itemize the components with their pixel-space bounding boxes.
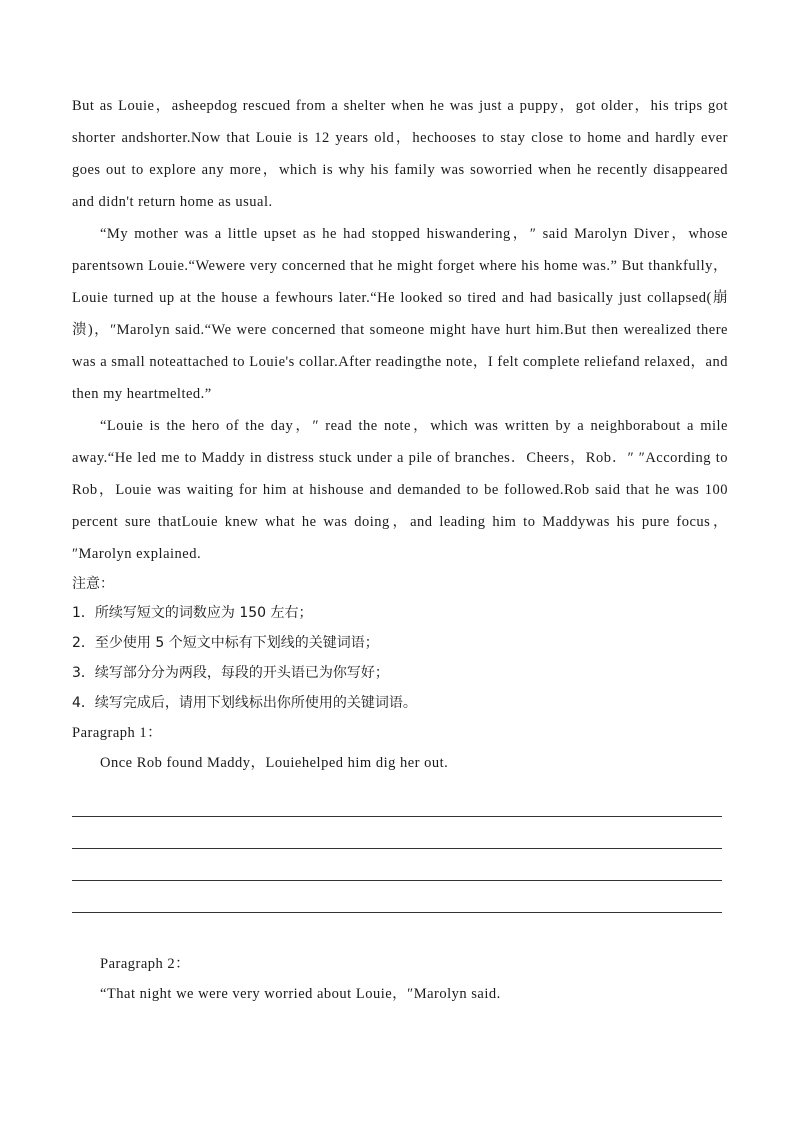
note-item-2: 2．至少使用 5 个短文中标有下划线的关键词语；	[72, 635, 379, 651]
passage-paragraph-2: “My mother was a little upset as he had stopped hiswandering，″ said Marolyn Diver，whose parentsown Louie.“Wewere very concerned that he might forget where his home was.” But thankfully，Louie turned up at the house a fewhours later.“He looked so tired and had basically just collapsed(崩溃)，″Marolyn said.“We were concerned that someone might have hurt him.But then werealized there was a small noteattached to Louie's collar.After readingthe note，I felt complete reliefand relaxed，and then my heartmelted.”	[72, 226, 728, 402]
paragraph-2-section	[72, 949, 728, 1009]
paragraph-1-writing-area[interactable]	[72, 785, 728, 913]
paragraph-1-section	[72, 718, 728, 913]
writing-line[interactable]	[72, 849, 722, 881]
notes-title: 注意：	[72, 576, 114, 592]
note-item-1: 1．所续写短文的词数应为 150 左右；	[72, 605, 313, 621]
writing-line[interactable]	[72, 785, 722, 817]
paragraph-2-label: Paragraph 2：	[100, 956, 191, 972]
paragraph-1-opening: Once Rob found Maddy，Louiehelped him dig her out.	[100, 755, 449, 771]
passage-paragraph-3: “Louie is the hero of the day，″ read the note，which was written by a neighborabout a mile away.“He led me to Maddy in distress stuck under a pile of branches．Cheers，Rob．″ ″According to Rob，Louie was waiting for him at hishouse and demanded to be followed.Rob said that he was 100 percent sure thatLouie knew what he was doing，and leading him to Maddywas his pure focus，″Marolyn explained.	[72, 418, 728, 562]
note-item-3: 3．续写部分分为两段，每段的开头语已为你写好；	[72, 665, 389, 681]
notes-section	[72, 570, 728, 718]
writing-line[interactable]	[72, 817, 722, 849]
writing-line[interactable]	[72, 881, 722, 913]
document-page	[72, 90, 728, 1009]
passage-paragraph-1: But as Louie，asheepdog rescued from a shelter when he was just a puppy，got older，his trips got shorter andshorter.Now that Louie is 12 years old，hechooses to stay close to home and hardly ever goes out to explore any more，which is why his family was soworried when he recently disappeared and didn't return home as usual.	[72, 98, 728, 210]
paragraph-1-label: Paragraph 1：	[72, 725, 163, 741]
section-gap	[72, 913, 728, 949]
paragraph-2-opening: “That night we were very worried about Louie，″Marolyn said.	[100, 986, 501, 1002]
note-item-4: 4．续写完成后，请用下划线标出你所使用的关键词语。	[72, 695, 417, 711]
